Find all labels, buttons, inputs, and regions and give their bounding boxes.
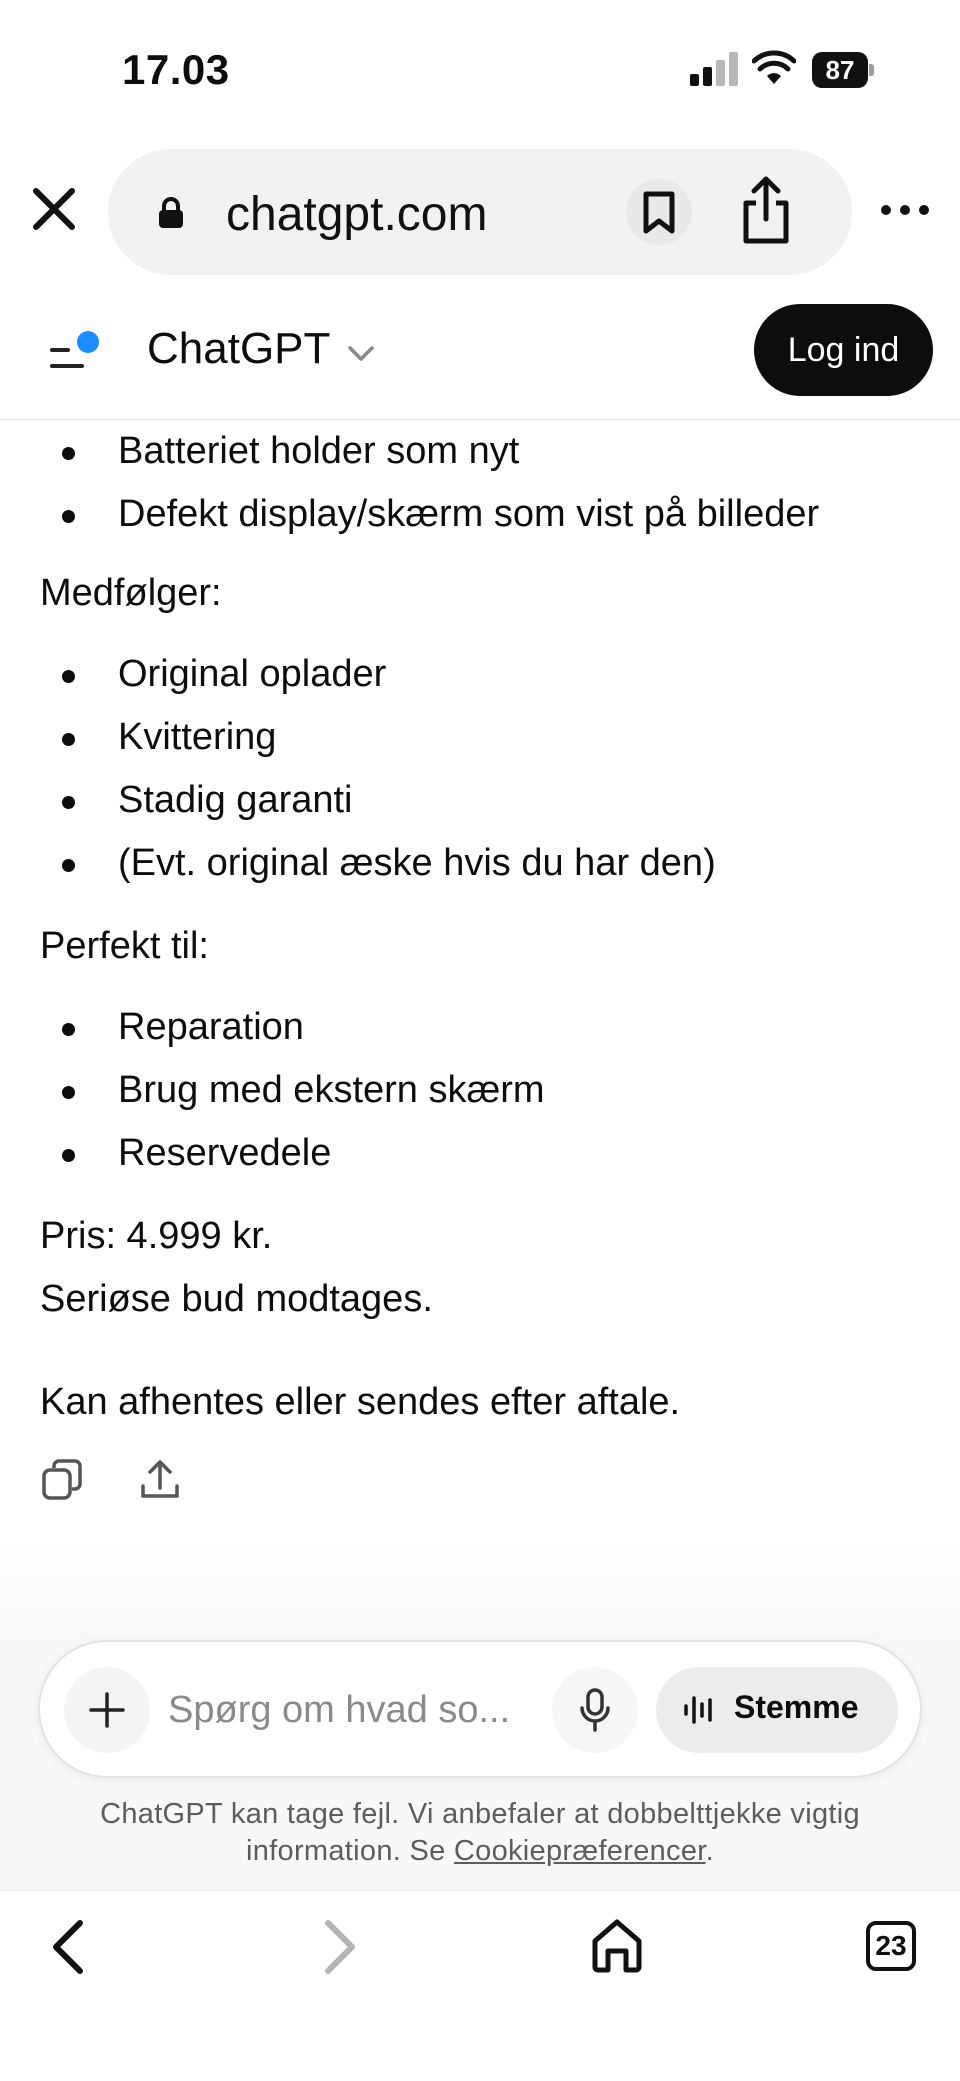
status-time: 17.03 [122,46,230,93]
tabs-icon[interactable]: 23 [866,1921,916,1971]
list-item: Stadig garanti [0,769,960,832]
offers-text: Seriøse bud modtages. [40,1278,433,1320]
message-actions [40,1458,200,1508]
disclaimer-end: . [705,1835,714,1867]
list-item: Batteriet holder som nyt [0,420,960,483]
voice-label: Stemme [734,1689,859,1725]
perfect-heading: Perfekt til: [40,925,209,967]
status-bar [0,0,960,130]
list-item: Defekt display/skærm som vist på billeder [0,483,960,546]
back-icon[interactable] [48,1917,88,1977]
voice-wave-icon [682,1694,718,1726]
lock-icon [158,197,184,229]
copy-icon[interactable] [40,1458,84,1502]
share-icon[interactable] [736,175,796,247]
address-bar[interactable] [108,149,852,275]
bookmark-button[interactable] [626,179,692,245]
browser-bar [0,145,960,275]
chevron-down-icon[interactable] [346,342,376,364]
condition-list [0,420,960,546]
sidebar-menu-icon[interactable] [48,328,104,378]
plus-icon [87,1690,127,1730]
more-icon[interactable] [878,195,932,225]
included-heading: Medfølger: [40,572,222,614]
mic-icon [578,1687,612,1733]
list-item: Original oplader [0,643,960,706]
assistant-message [0,420,960,1434]
battery-icon [812,52,874,88]
price-text: Pris: 4.999 kr. [40,1215,273,1257]
pickup-text: Kan afhentes eller sendes efter aftale. [40,1381,681,1423]
home-icon[interactable] [590,1917,644,1973]
list-item: (Evt. original æske hvis du har den) [0,832,960,895]
disclaimer [40,1796,920,1870]
battery-level: 87 [812,52,868,88]
composer [38,1640,922,1778]
mic-button[interactable] [552,1667,638,1753]
upload-icon[interactable] [138,1458,182,1502]
included-list [0,643,960,895]
signal-icon [690,52,738,86]
perfect-list [0,996,960,1185]
disclaimer-text: ChatGPT kan tage fejl. Vi anbefaler at dobbelttjekke vigtig information. Se [100,1798,860,1867]
login-button[interactable]: Log ind [754,304,933,396]
app-title[interactable]: ChatGPT [147,324,331,373]
list-item: Kvittering [0,706,960,769]
cookie-preferences-link[interactable]: Cookiepræferencer [453,1835,706,1867]
prompt-input[interactable] [168,1680,540,1740]
wifi-icon [752,50,796,86]
list-item: Reparation [0,996,960,1059]
bookmark-icon [642,191,676,235]
browser-bottom-nav [0,1890,960,2081]
forward-icon[interactable] [320,1917,360,1977]
list-item: Brug med ekstern skærm [0,1059,960,1122]
app-header [0,300,960,420]
list-item: Reservedele [0,1122,960,1185]
voice-mode-button[interactable] [656,1667,898,1753]
url-text[interactable]: chatgpt.com [226,188,488,241]
attach-button[interactable] [64,1667,150,1753]
close-icon[interactable] [30,185,78,233]
